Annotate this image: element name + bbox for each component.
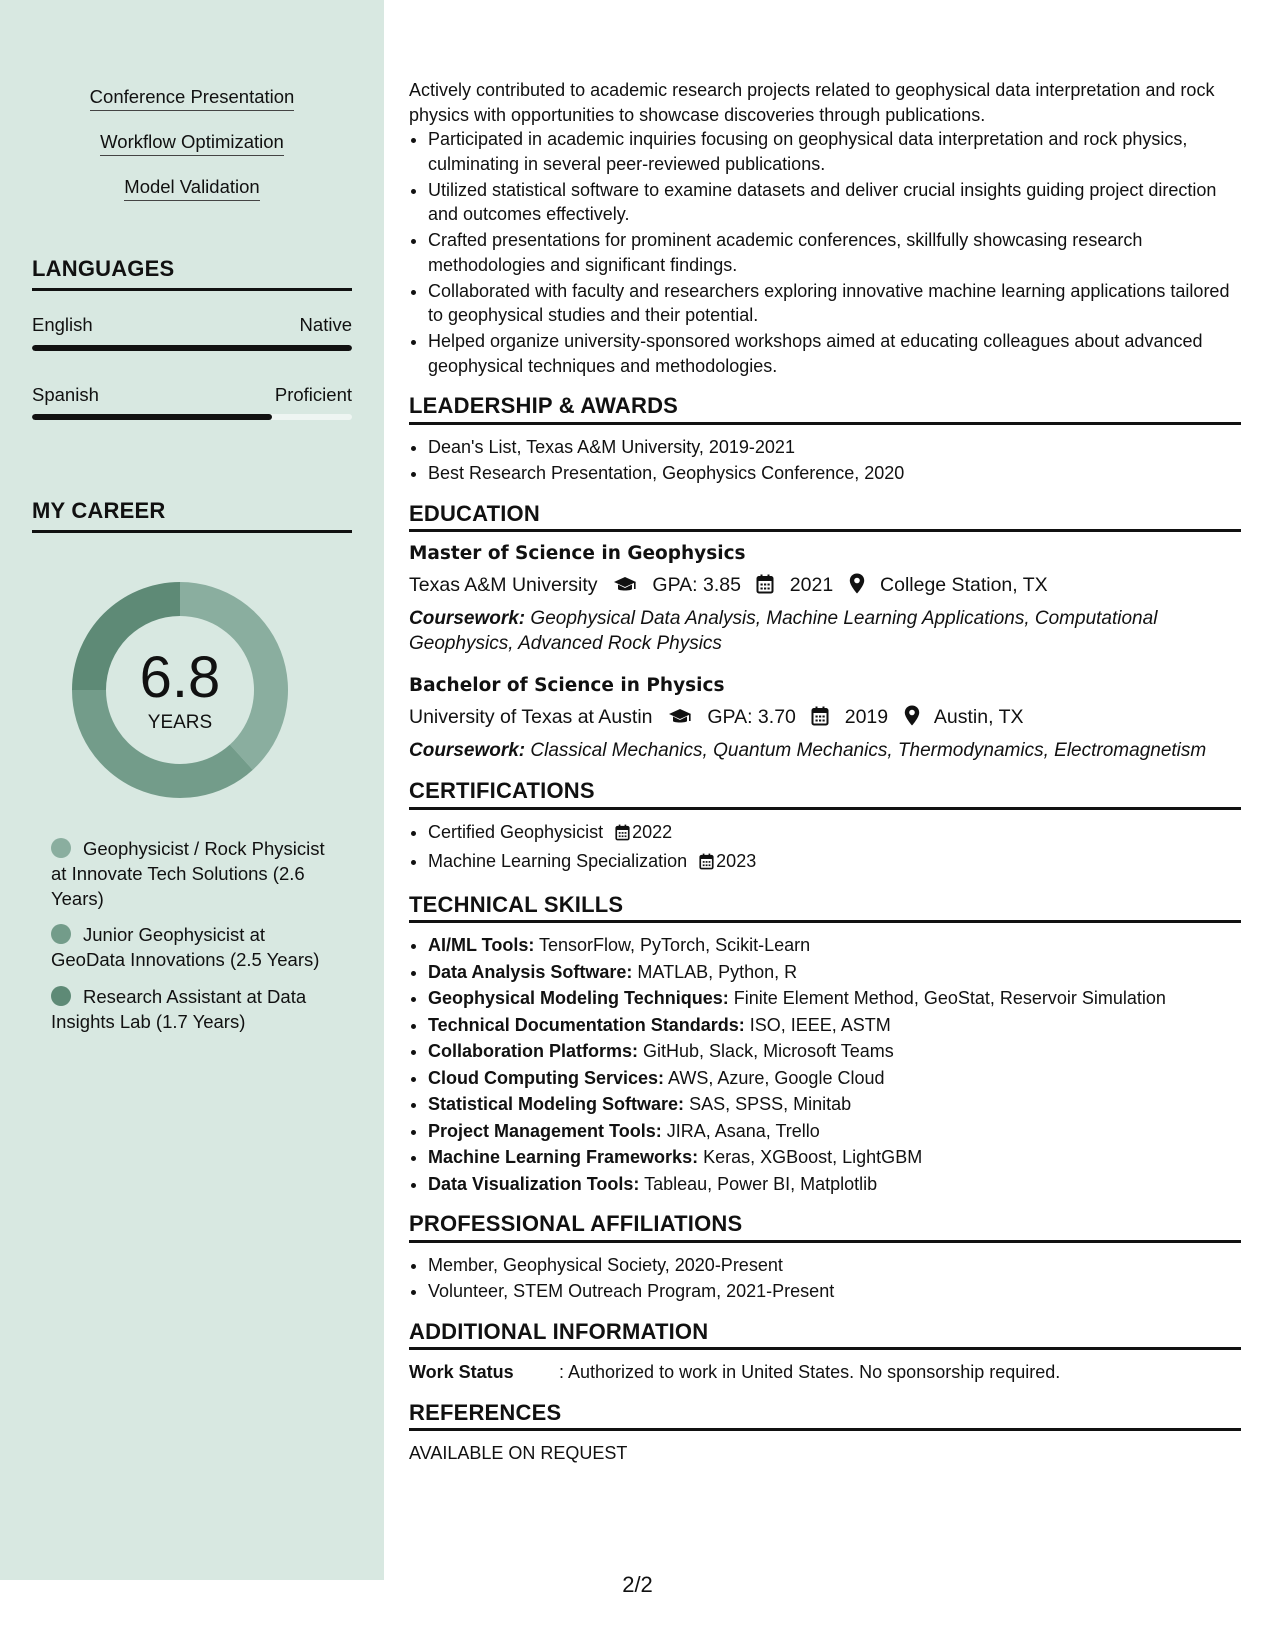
experience-bullet: • Utilized statistical software to examine datasets and deliver crucial insights guiding project direction and outcomes effectively. — [428, 178, 1241, 227]
skill-links — [32, 86, 352, 221]
calendar-icon — [756, 574, 774, 601]
skill-item: Conference Presentation — [90, 86, 295, 111]
main-content — [409, 78, 1241, 1466]
map-pin-icon — [904, 705, 920, 733]
career-donut-chart — [66, 576, 294, 804]
career-item-label: Junior Geophysicist at GeoData Innovations (2.5 Years) — [51, 924, 320, 970]
skill-label: Data Visualization Tools: — [428, 1173, 640, 1194]
experience-intro: Actively contributed to academic research projects related to geophysical data interpretation and rock physics with opportunities to showcase discoveries through publications. — [409, 80, 1215, 125]
degree-title: Master of Science in Geophysics — [409, 543, 746, 564]
gpa: GPA: 3.85 — [652, 573, 741, 596]
legend-dot — [51, 838, 71, 858]
experience-bullet: • Helped organize university-sponsored workshops aimed at educating colleagues about advanced geophysical techniques and methodologies. — [428, 329, 1241, 378]
additional-info-heading: ADDITIONAL INFORMATION — [409, 1320, 1241, 1351]
certifications-list — [409, 820, 1241, 877]
skill-value: Tableau, Power BI, Matplotlib — [644, 1173, 878, 1194]
skill-value: Finite Element Method, GeoStat, Reservoir Simulation — [733, 988, 1166, 1008]
skill-row — [428, 1039, 1241, 1064]
certification-item — [428, 849, 1241, 877]
career-item-label: Research Assistant at Data Insights Lab (1.7 Years) — [51, 986, 307, 1032]
graduation-year: 2019 — [844, 705, 889, 728]
skill-label: Machine Learning Frameworks: — [428, 1147, 699, 1167]
graduation-year: 2021 — [789, 573, 834, 596]
skill-label: Collaboration Platforms: — [428, 1041, 639, 1061]
donut-center — [66, 576, 294, 804]
skill-value: GitHub, Slack, Microsoft Teams — [643, 1041, 894, 1061]
sidebar — [0, 0, 384, 1580]
certification-name: Certified Geophysicist — [428, 821, 604, 842]
school-name: Texas A&M University — [409, 573, 598, 596]
experience-bullets — [409, 127, 1241, 378]
experience-bullet: • Crafted presentations for prominent academic conferences, skillfully showcasing research methodologies and significant findings. — [428, 228, 1241, 277]
education-heading: EDUCATION — [409, 502, 1241, 533]
skill-value: SAS, SPSS, Minitab — [689, 1094, 852, 1114]
calendar-icon — [615, 823, 630, 848]
map-pin-icon — [849, 573, 865, 601]
legend-dot — [51, 986, 71, 1006]
skill-row — [428, 986, 1241, 1011]
calendar-icon — [699, 852, 714, 877]
work-status-row — [409, 1360, 1241, 1385]
language-level: Native — [299, 314, 352, 335]
skill-item: Workflow Optimization — [100, 131, 284, 156]
affiliations-heading: PROFESSIONAL AFFILIATIONS — [409, 1212, 1241, 1243]
degree-meta — [409, 705, 1241, 733]
language-bar-fill — [32, 345, 352, 351]
coursework-label: Coursework: — [409, 608, 526, 629]
work-status-label: Work Status — [409, 1362, 514, 1382]
skill-value: JIRA, Asana, Trello — [666, 1120, 820, 1141]
work-status-value: : Authorized to work in United States. No sponsorship required. — [559, 1362, 1061, 1382]
coursework-list: Geophysical Data Analysis, Machine Learning Applications, Computational Geophysics, Advanced Rock Physics — [409, 608, 1158, 654]
leadership-item: • Best Research Presentation, Geophysics Conference, 2020 — [428, 461, 1241, 486]
technical-skills-heading: TECHNICAL SKILLS — [409, 893, 1241, 924]
skill-row — [428, 1013, 1241, 1038]
skill-value: Keras, XGBoost, LightGBM — [703, 1147, 923, 1167]
language-bar-fill — [32, 414, 272, 420]
skill-value: ISO, IEEE, ASTM — [749, 1014, 891, 1035]
leadership-item: • Dean's List, Texas A&M University, 2019-2021 — [428, 435, 1241, 460]
skill-value: AWS, Azure, Google Cloud — [668, 1067, 885, 1088]
skill-row — [428, 960, 1241, 985]
coursework-list: Classical Mechanics, Quantum Mechanics, Thermodynamics, Electromagnetism — [530, 740, 1207, 761]
career-item — [51, 984, 341, 1034]
certification-item — [428, 820, 1241, 848]
career-item — [51, 836, 341, 911]
language-row-spanish — [32, 384, 352, 406]
career-item — [51, 922, 341, 972]
skill-value: TensorFlow, PyTorch, Scikit-Learn — [539, 935, 811, 955]
experience-bullet: • Collaborated with faculty and researchers exploring innovative machine learning applications tailored to geophysical studies and their potential. — [428, 279, 1241, 328]
skill-row — [428, 1119, 1241, 1144]
school-location: College Station, TX — [880, 573, 1048, 596]
career-total-years: 6.8 — [139, 645, 221, 710]
language-level: Proficient — [274, 384, 352, 405]
page-number: 2/2 — [622, 1572, 653, 1597]
affiliations-list — [409, 1253, 1241, 1304]
education-entry — [409, 542, 1241, 656]
calendar-icon — [811, 706, 829, 733]
skill-label: Data Analysis Software: — [428, 961, 633, 982]
skill-label: Project Management Tools: — [428, 1120, 662, 1141]
coursework — [409, 738, 1241, 763]
skill-label: Statistical Modeling Software: — [428, 1094, 685, 1114]
languages-heading: LANGUAGES — [32, 256, 352, 291]
certification-year: 2023 — [716, 851, 757, 871]
career-total-unit: YEARS — [147, 712, 213, 733]
skill-label: Cloud Computing Services: — [428, 1067, 665, 1088]
affiliation-item: • Member, Geophysical Society, 2020-Present — [428, 1253, 1241, 1278]
skill-row — [428, 933, 1241, 958]
skill-row — [428, 1066, 1241, 1091]
career-heading: MY CAREER — [32, 498, 352, 533]
skill-label: AI/ML Tools: — [428, 935, 535, 955]
legend-dot — [51, 924, 71, 944]
education-entry — [409, 674, 1241, 763]
graduation-cap-icon — [613, 576, 637, 601]
language-bar-english — [32, 345, 352, 351]
skill-row — [428, 1092, 1241, 1117]
school-location: Austin, TX — [933, 705, 1024, 728]
technical-skills-list — [409, 933, 1241, 1196]
skill-item: Model Validation — [124, 176, 259, 201]
language-bar-spanish — [32, 414, 352, 420]
coursework-label: Coursework: — [409, 740, 526, 761]
skill-label: Technical Documentation Standards: — [428, 1014, 745, 1035]
certifications-heading: CERTIFICATIONS — [409, 779, 1241, 810]
skill-label: Geophysical Modeling Techniques: — [428, 988, 729, 1008]
skill-value: MATLAB, Python, R — [637, 961, 798, 982]
school-name: University of Texas at Austin — [409, 705, 653, 728]
leadership-list — [409, 435, 1241, 486]
experience-bullet: • Participated in academic inquiries focusing on geophysical data interpretation and rock physics, culminating in several peer-reviewed publications. — [428, 127, 1241, 176]
gpa: GPA: 3.70 — [707, 705, 796, 728]
affiliation-item: • Volunteer, STEM Outreach Program, 2021-Present — [428, 1279, 1241, 1304]
references-text: AVAILABLE ON REQUEST — [409, 1443, 628, 1463]
language-name: Spanish — [32, 384, 99, 405]
skill-row — [428, 1172, 1241, 1197]
leadership-heading: LEADERSHIP & AWARDS — [409, 394, 1241, 425]
degree-meta — [409, 573, 1241, 601]
certification-name: Machine Learning Specialization — [428, 851, 688, 871]
references-heading: REFERENCES — [409, 1401, 1241, 1432]
career-item-label: Geophysicist / Rock Physicist at Innovate Tech Solutions (2.6 Years) — [51, 838, 325, 909]
graduation-cap-icon — [668, 708, 692, 733]
language-name: English — [32, 314, 93, 335]
certification-year: 2022 — [632, 821, 673, 842]
skill-row — [428, 1145, 1241, 1170]
language-row-english — [32, 314, 352, 336]
degree-title: Bachelor of Science in Physics — [409, 675, 725, 696]
coursework — [409, 606, 1241, 656]
